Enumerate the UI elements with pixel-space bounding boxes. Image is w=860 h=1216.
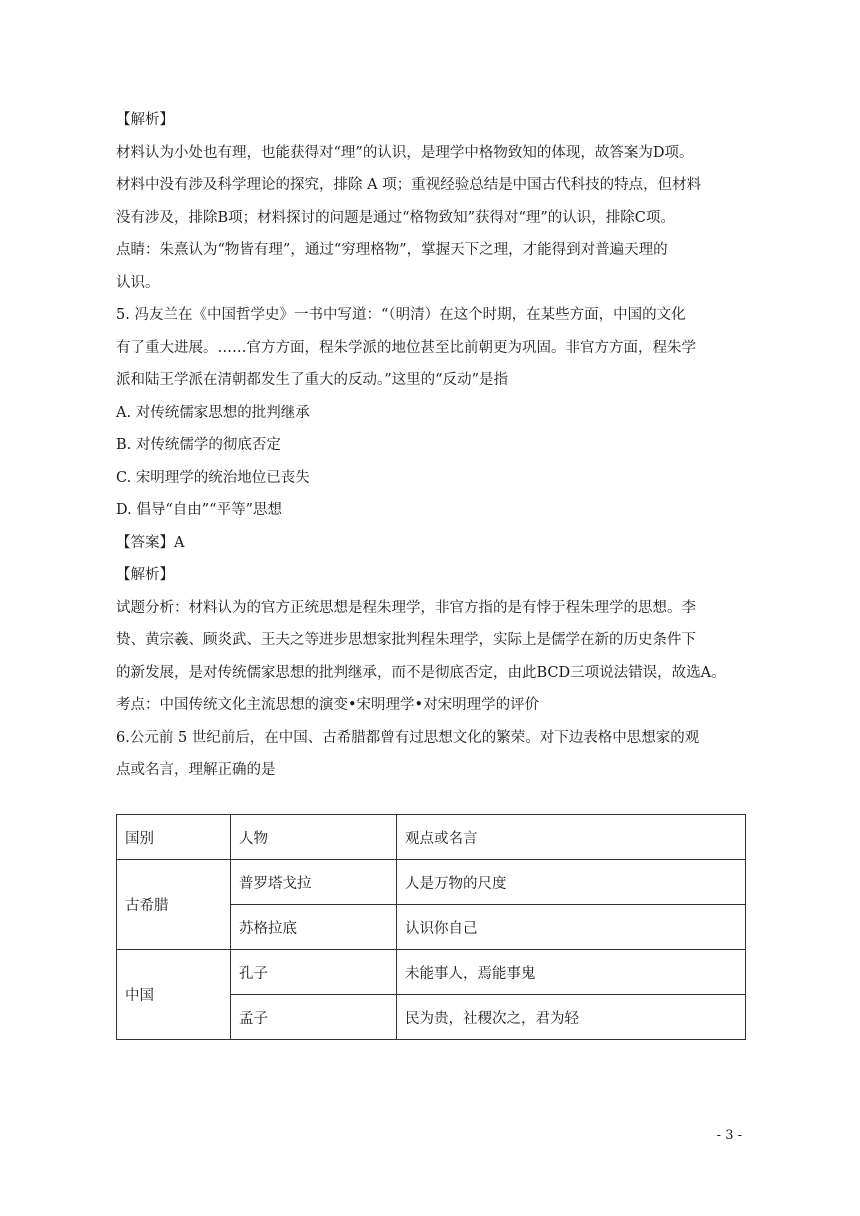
text-line: 没有涉及，排除B项；材料探讨的问题是通过“格物致知”获得对“理”的认识，排除C项。 (116, 209, 675, 226)
question-6-text: 点或名言，理解正确的是 (116, 762, 276, 778)
analysis-heading: 【解析】 (116, 112, 174, 128)
answer-line: 【答案】A (116, 534, 185, 551)
question-5-text: 5. 冯友兰在《中国哲学史》一书中写道：“（明清）在这个时期，在某些方面，中国的文化 (116, 307, 686, 323)
question-5-text: 派和陆王学派在清朝都发生了重大的反动。”这里的“反动”是指 (116, 372, 508, 388)
option-a: A. 对传统儒家思想的批判继承 (116, 404, 310, 421)
country-cell: 中国 (117, 950, 231, 1040)
text-line: 试题分析：材料认为的官方正统思想是程朱理学，非官方指的是有悖于程朱理学的思想。李 (116, 599, 696, 616)
question-5-text: 有了重大进展。……官方方面，程朱学派的地位甚至比前朝更为巩固。非官方方面，程朱学 (116, 339, 696, 356)
text-line: 点睛：朱熹认为“物皆有理”，通过“穷理格物”，掌握天下之理，才能得到对普遍天理的 (116, 242, 668, 258)
country-cell: 古希腊 (117, 860, 231, 950)
text-line: 认识。 (116, 274, 160, 291)
table-header-row (117, 815, 746, 860)
person-cell: 孔子 (231, 950, 397, 995)
quote-cell: 未能事人，焉能事鬼 (397, 950, 746, 995)
table-row (117, 860, 746, 905)
question-6-text: 6.公元前 5 世纪前后，在中国、古希腊都曾有过思想文化的繁荣。对下边表格中思想家的观 (116, 729, 700, 746)
analysis-heading: 【解析】 (116, 567, 174, 583)
text-line: 贽、黄宗羲、顾炎武、王夫之等进步思想家批判程朱理学，实际上是儒学在新的历史条件下 (116, 632, 696, 648)
document-body (116, 104, 744, 787)
quote-cell: 认识你自己 (397, 905, 746, 950)
table-header-cell: 人物 (231, 815, 397, 860)
text-line: 的新发展，是对传统儒家思想的批判继承，而不是彻底否定，由此BCD三项说法错误，故选A。 (116, 664, 726, 681)
person-cell: 苏格拉底 (231, 905, 397, 950)
thinkers-table (116, 814, 746, 1040)
text-line: 材料中没有涉及科学理论的探究，排除 A 项；重视经验总结是中国古代科技的特点，但材料 (116, 177, 702, 193)
option-b: B. 对传统儒学的彻底否定 (116, 437, 281, 453)
person-cell: 普罗塔戈拉 (231, 860, 397, 905)
person-cell: 孟子 (231, 995, 397, 1040)
test-point-line: 考点：中国传统文化主流思想的演变•宋明理学•对宋明理学的评价 (116, 697, 540, 713)
quote-cell: 民为贵，社稷次之，君为轻 (397, 995, 746, 1040)
option-c: C. 宋明理学的统治地位已丧失 (116, 469, 310, 486)
table-header-cell: 观点或名言 (397, 815, 746, 860)
text-line: 材料认为小处也有理，也能获得对“理”的认识，是理学中格物致知的体现，故答案为D项。 (116, 144, 694, 161)
page-number: - 3 - (716, 1128, 742, 1143)
table-row (117, 950, 746, 995)
quote-cell: 人是万物的尺度 (397, 860, 746, 905)
option-d: D. 倡导“自由”“平等”思想 (116, 502, 282, 518)
table-header-cell: 国别 (117, 815, 231, 860)
